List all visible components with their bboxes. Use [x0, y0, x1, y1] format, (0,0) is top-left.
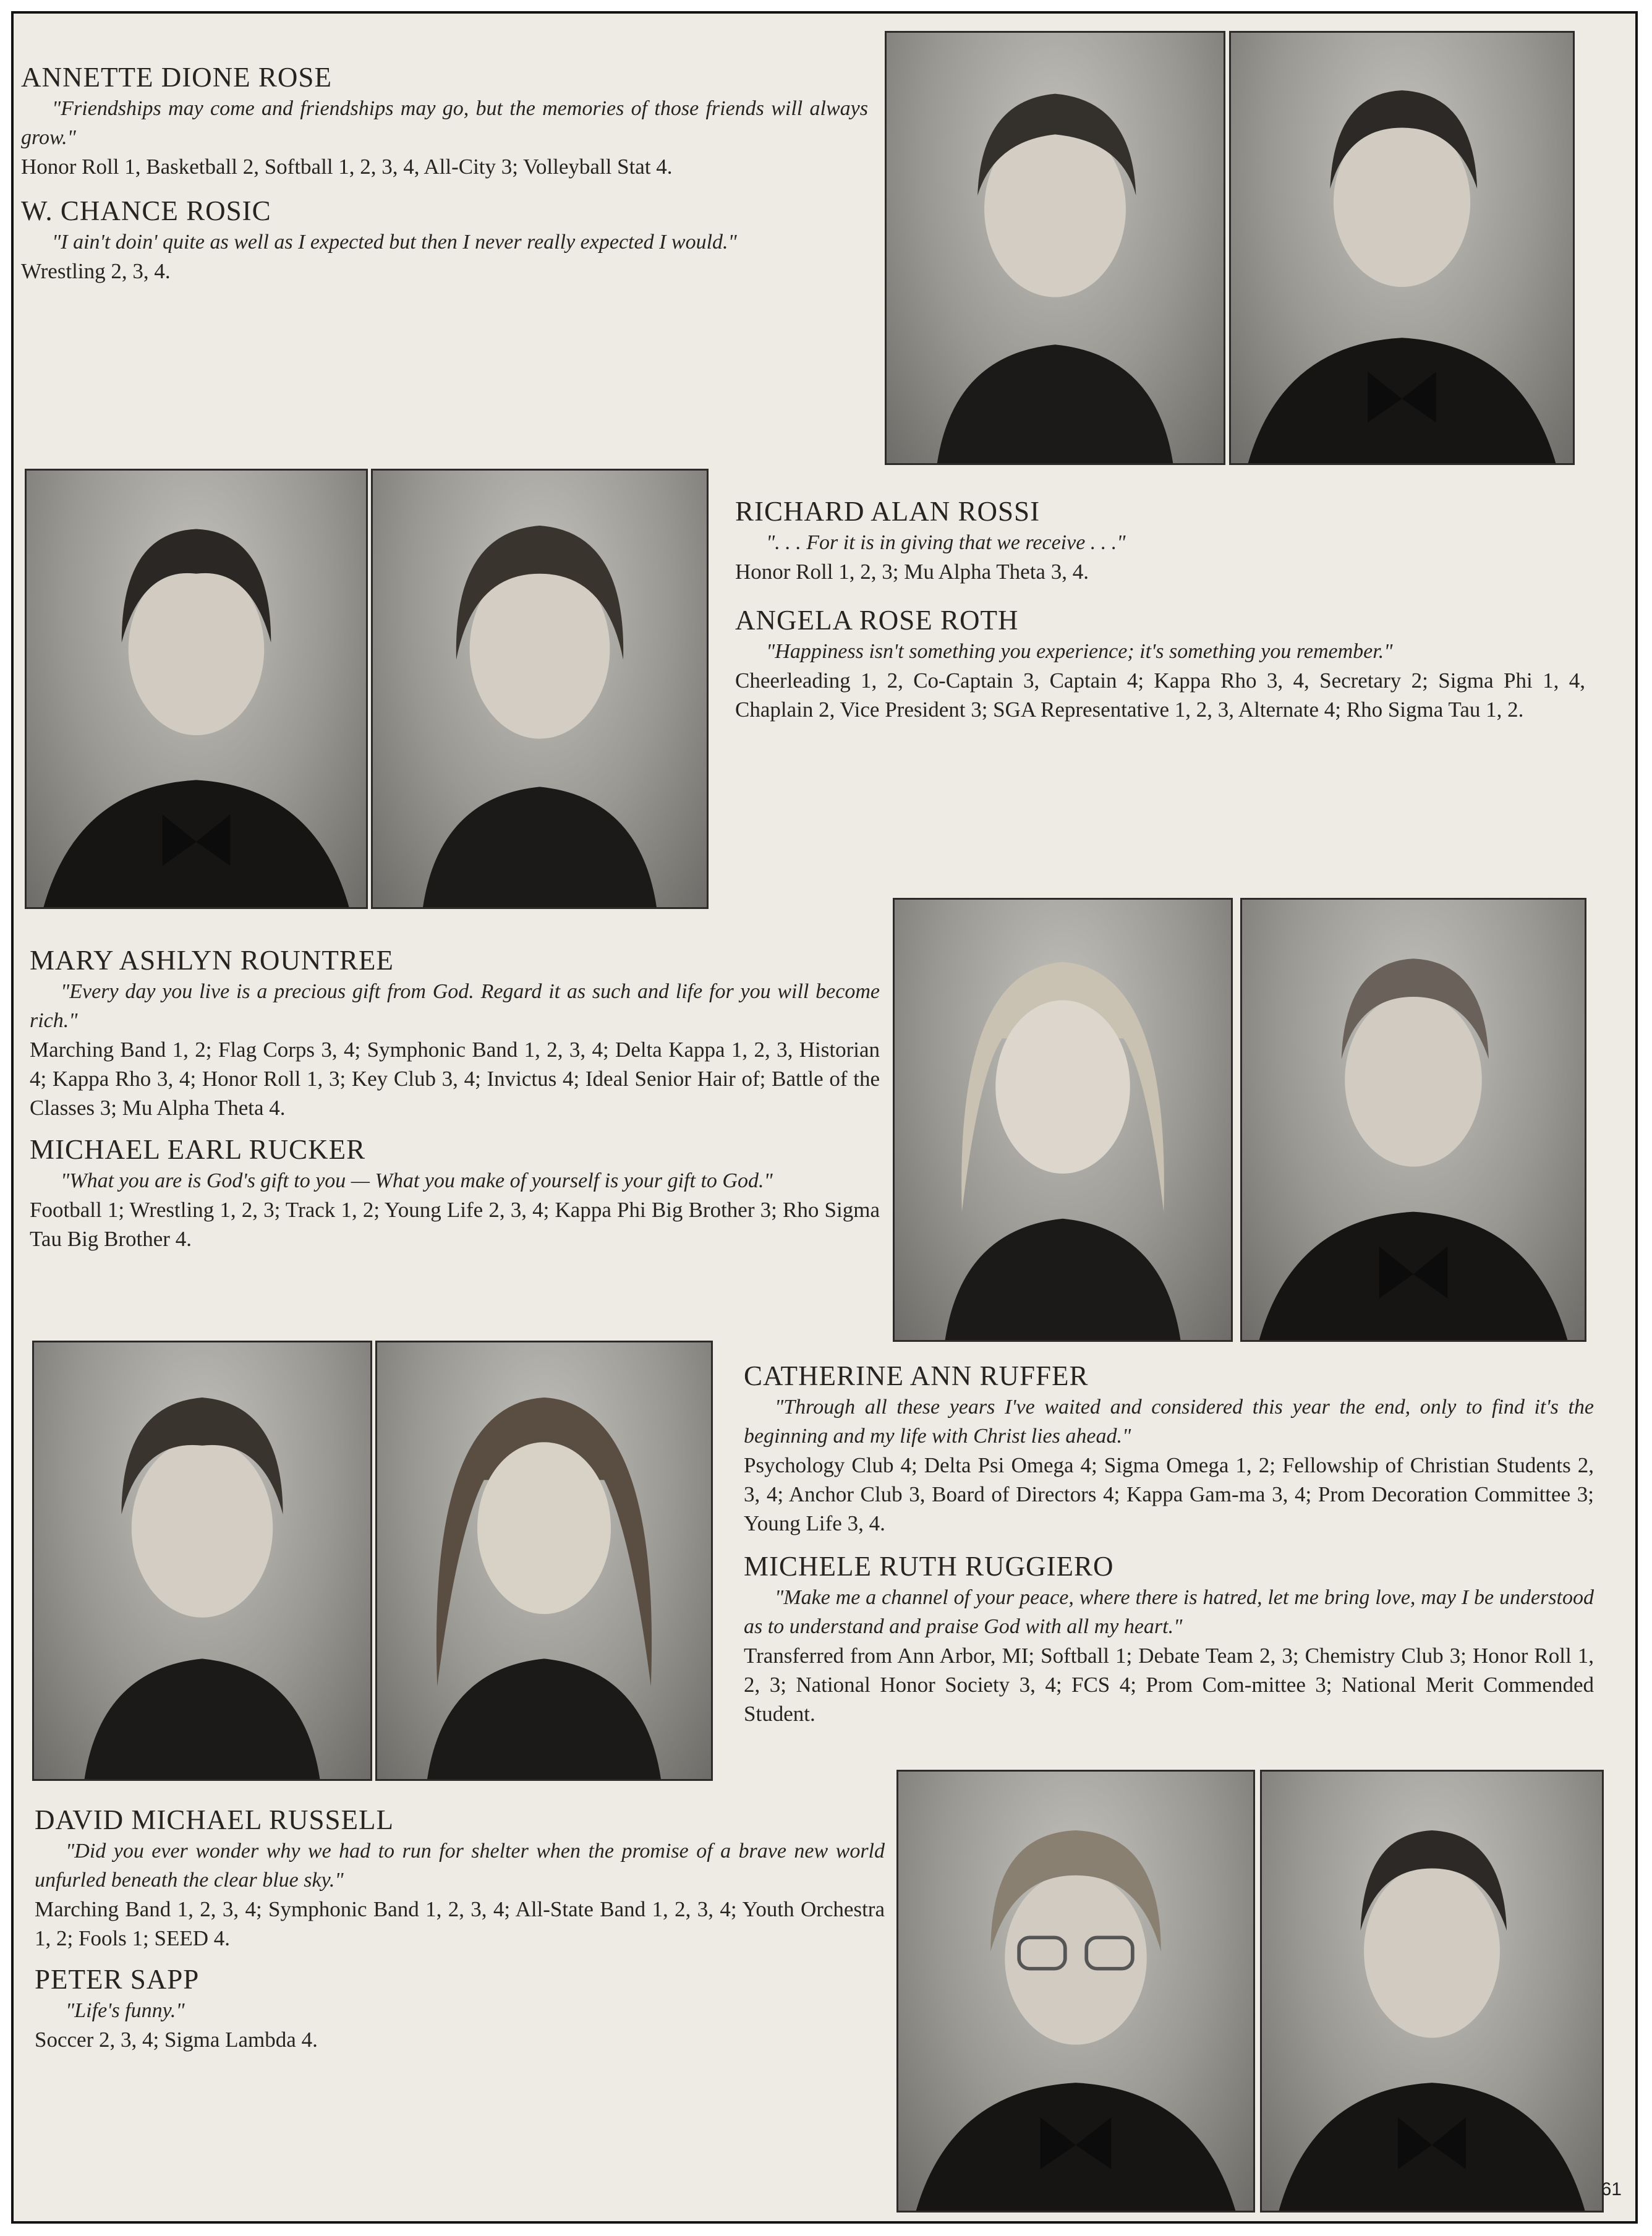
- portrait-photo-rossi: [25, 469, 368, 909]
- student-quote: "Make me a channel of your peace, where there is hatred, let me bring love, may I be understood as to understand and praise God with all my heart.": [744, 1586, 1594, 1638]
- page-number: 61: [1601, 2179, 1622, 2200]
- student-activities: Honor Roll 1, 2, 3; Mu Alpha Theta 3, 4.: [735, 560, 1089, 584]
- student-entry-russell: [35, 1803, 885, 1953]
- student-quote: "Happiness isn't something you experience; it's something you remember.": [766, 640, 1393, 663]
- student-quote: "What you are is God's gift to you — What you make of yourself is your gift to God.": [61, 1169, 773, 1192]
- yearbook-page: [11, 11, 1638, 2224]
- student-quote: "Every day you live is a precious gift from God. Regard it as such and life for you will become rich.": [30, 980, 880, 1032]
- student-activities: Wrestling 2, 3, 4.: [21, 259, 171, 283]
- student-activities: Transferred from Ann Arbor, MI; Softball 1; Debate Team 2, 3; Chemistry Club 3; Honor Roll 1, 2, 3; National Honor Society 3, 4; FCS 4; Prom Com-mittee 3; National Merit Commended Student.: [744, 1644, 1594, 1726]
- portrait-photo-rucker: [1240, 898, 1586, 1342]
- student-quote: "Friendships may come and friendships may go, but the memories of those friends will always grow.": [21, 97, 868, 149]
- student-name: RICHARD ALAN ROSSI: [735, 496, 1041, 527]
- student-name: ANGELA ROSE ROTH: [735, 605, 1019, 636]
- student-name: MICHELE RUTH RUGGIERO: [744, 1551, 1114, 1582]
- student-quote: "Through all these years I've waited and considered this year the end, only to find it's the beginning and my life with Christ lies ahead.": [744, 1396, 1594, 1448]
- student-entry-ruggiero: [744, 1550, 1594, 1728]
- portrait-photo-roth: [371, 469, 709, 909]
- student-name: CATHERINE ANN RUFFER: [744, 1360, 1089, 1391]
- student-quote: "I ain't doin' quite as well as I expected but then I never really expected I would.": [52, 231, 737, 254]
- portrait-photo-rountree: [893, 898, 1233, 1342]
- student-activities: Marching Band 1, 2; Flag Corps 3, 4; Symphonic Band 1, 2, 3, 4; Delta Kappa 1, 2, 3, Historian 4; Kappa Rho 3, 4; Honor Roll 1, 3; Key Club 3, 4; Invictus 4; Ideal Senior Hair of; Battle of the Classes 3; Mu Alpha Theta 4.: [30, 1038, 880, 1120]
- student-activities: Soccer 2, 3, 4; Sigma Lambda 4.: [35, 2028, 318, 2052]
- student-quote: "Life's funny.": [66, 1999, 185, 2022]
- student-name: MARY ASHLYN ROUNTREE: [30, 945, 394, 976]
- portrait-photo-rosic: [1229, 31, 1575, 465]
- student-name: ANNETTE DIONE ROSE: [21, 62, 332, 93]
- student-entry-rountree: [30, 944, 880, 1122]
- student-quote: "Did you ever wonder why we had to run for shelter when the promise of a brave new world unfurled beneath the clear blue sky.": [35, 1840, 885, 1892]
- student-name: W. CHANCE ROSIC: [21, 195, 271, 226]
- student-name: DAVID MICHAEL RUSSELL: [35, 1804, 394, 1835]
- student-activities: Psychology Club 4; Delta Psi Omega 4; Sigma Omega 1, 2; Fellowship of Christian Students 2, 3, 4; Anchor Club 3, Board of Directors 4; Kappa Gam-ma 3, 4; Prom Decoration Committee 3; Young Life 3, 4.: [744, 1453, 1594, 1535]
- student-entry-rossi: [735, 495, 1585, 586]
- student-entry-rucker: [30, 1133, 880, 1253]
- student-name: PETER SAPP: [35, 1964, 200, 1995]
- student-entry-rose: [21, 61, 868, 181]
- portrait-photo-sapp: [1260, 1770, 1604, 2213]
- student-activities: Cheerleading 1, 2, Co-Captain 3, Captain 4; Kappa Rho 3, 4, Secretary 2; Sigma Phi 1, 4, Chaplain 2, Vice President 3; SGA Representative 1, 2, 3, Alternate 4; Rho Sigma Tau 1, 2.: [735, 668, 1585, 722]
- student-entry-rosic: [21, 194, 868, 286]
- student-activities: Honor Roll 1, Basketball 2, Softball 1, 2, 3, 4, All-City 3; Volleyball Stat 4.: [21, 155, 673, 179]
- student-entry-sapp: [35, 1963, 885, 2054]
- student-name: MICHAEL EARL RUCKER: [30, 1134, 366, 1165]
- student-entry-roth: [735, 604, 1585, 724]
- student-activities: Marching Band 1, 2, 3, 4; Symphonic Band 1, 2, 3, 4; All-State Band 1, 2, 3, 4; Youth Orchestra 1, 2; Fools 1; SEED 4.: [35, 1897, 885, 1950]
- student-quote: ". . . For it is in giving that we receive . . .": [766, 531, 1126, 554]
- portrait-photo-rose: [885, 31, 1225, 465]
- portrait-photo-ruggiero: [375, 1341, 713, 1781]
- student-entry-ruffer: [744, 1359, 1594, 1538]
- portrait-photo-russell: [896, 1770, 1255, 2213]
- student-activities: Football 1; Wrestling 1, 2, 3; Track 1, 2; Young Life 2, 3, 4; Kappa Phi Big Brother 3; Rho Sigma Tau Big Brother 4.: [30, 1198, 880, 1251]
- portrait-photo-ruffer: [32, 1341, 372, 1781]
